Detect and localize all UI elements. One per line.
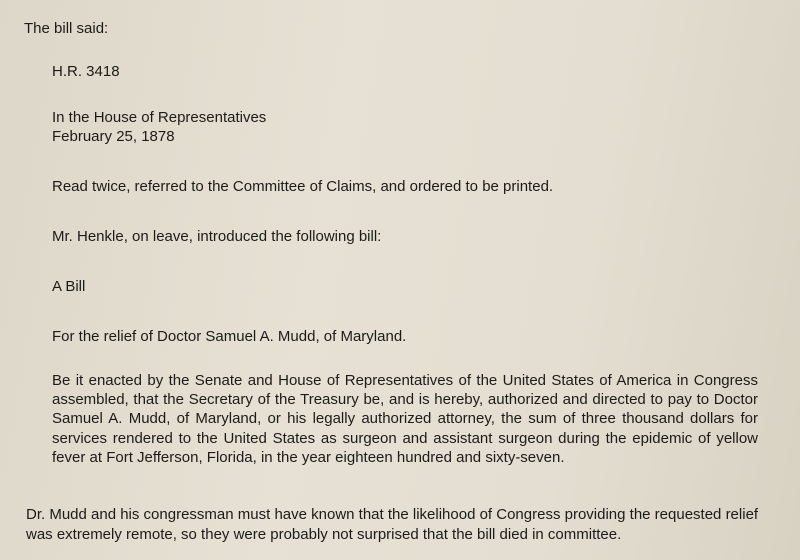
- bill-number: H.R. 3418: [52, 63, 120, 80]
- closing-paragraph: Dr. Mudd and his congressman must have known that the likelihood of Congress providing the requested relief was extremely remote, so they were probably not surprised that the bill died in committee.: [26, 506, 759, 543]
- bill-chamber: In the House of Representatives: [52, 109, 267, 126]
- bill-reading-note: Read twice, referred to the Committee of Claims, and ordered to be printed.: [52, 178, 554, 195]
- bill-introduced-by: Mr. Henkle, on leave, introduced the following bill:: [52, 228, 382, 245]
- bill-relief-title: For the relief of Doctor Samuel A. Mudd, of Maryland.: [52, 328, 407, 345]
- bill-quote: [52, 62, 764, 467]
- bill-label: A Bill: [52, 278, 86, 295]
- intro-text: The bill said:: [24, 20, 109, 37]
- bill-date: February 25, 1878: [52, 128, 175, 145]
- bill-enacting-clause: Be it enacted by the Senate and House of Representatives of the United States of America in Congress assembled, that the Secretary of the Treasury be, and is hereby, authorized and directed to pay to Doctor Samuel A. Mudd, of Maryland, or his legally authorized attorney, the sum of three thousand dollars for services rendered to the United States as surgeon and assistant surgeon during the epidemic of yellow fever at Fort Jefferson, Florida, in the year eighteen hundred and sixty-seven.: [52, 372, 758, 466]
